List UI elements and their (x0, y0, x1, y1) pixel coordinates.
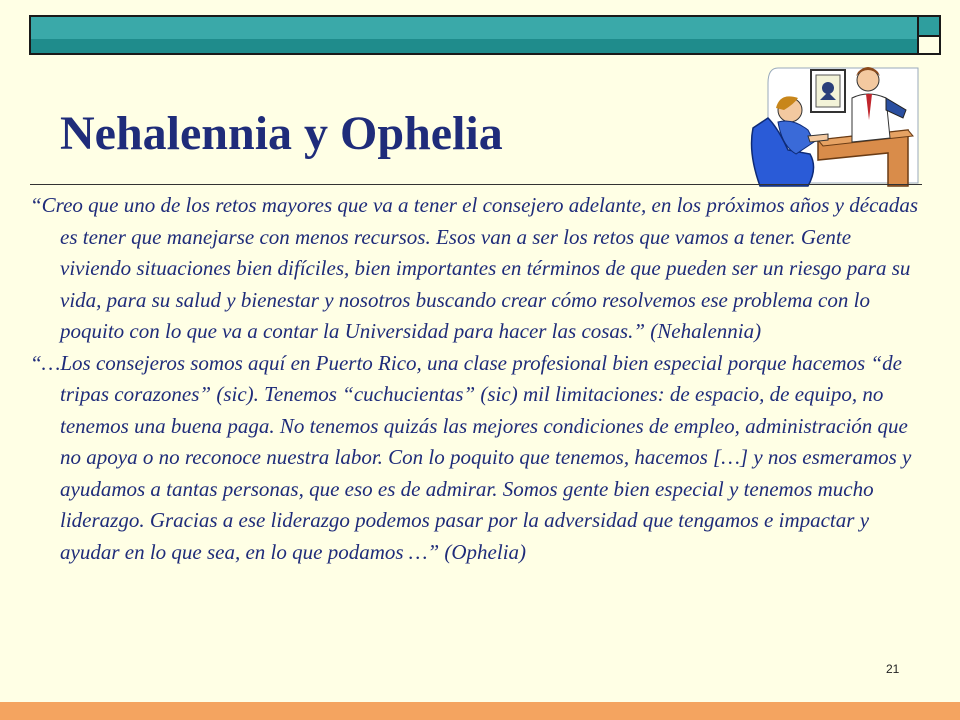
quote-nehalennia: “Creo que uno de los retos mayores que va a tener el consejero adelante, en los próximos años y décadas es tener que manejarse con menos recursos. Esos van a ser los retos que vamos a tener. Gente viviendo situaciones bien difíciles, bien importantes en términos de que pueden ser un riesgo para su vida, para su salud y bienestar y nosotros buscando crear cómo resolvemos ese problema con lo poquito con lo que va a contar la Universidad para hacer las cosas.” (Nehalennia) (30, 193, 919, 343)
quote-ophelia: “…Los consejeros somos aquí en Puerto Rico, una clase profesional bien especial porque hacemos “de tripas corazones” (sic). Tenemos “cuchucientas” (sic) mil limitaciones: de espacio, de equipo, no tenemos una buena paga. No tenemos quizás las mejores condiciones de empleo, administración que no apoya o no reconoce nuestra labor. Con lo poquito que tenemos, hacemos […] y nos esmeramos y ayudamos a tantas personas, que eso es de admirar. Somos gente bien especial y tenemos mucho liderazgo. Gracias a ese liderazgo podemos pasar por la adversidad que tengamos e impactar y ayudar en lo que sea, en lo que podamos …” (Ophelia) (30, 350, 912, 564)
slide-body (30, 190, 925, 568)
slide-title: Nehalennia y Ophelia (60, 107, 503, 160)
top-right-square-lower (917, 35, 941, 55)
bottom-decorative-bar (0, 702, 960, 720)
top-right-square-upper (917, 15, 941, 37)
title-underline (30, 184, 922, 185)
top-decorative-bar (29, 15, 941, 55)
page-number: 21 (886, 662, 900, 676)
counseling-session-icon (748, 58, 923, 188)
